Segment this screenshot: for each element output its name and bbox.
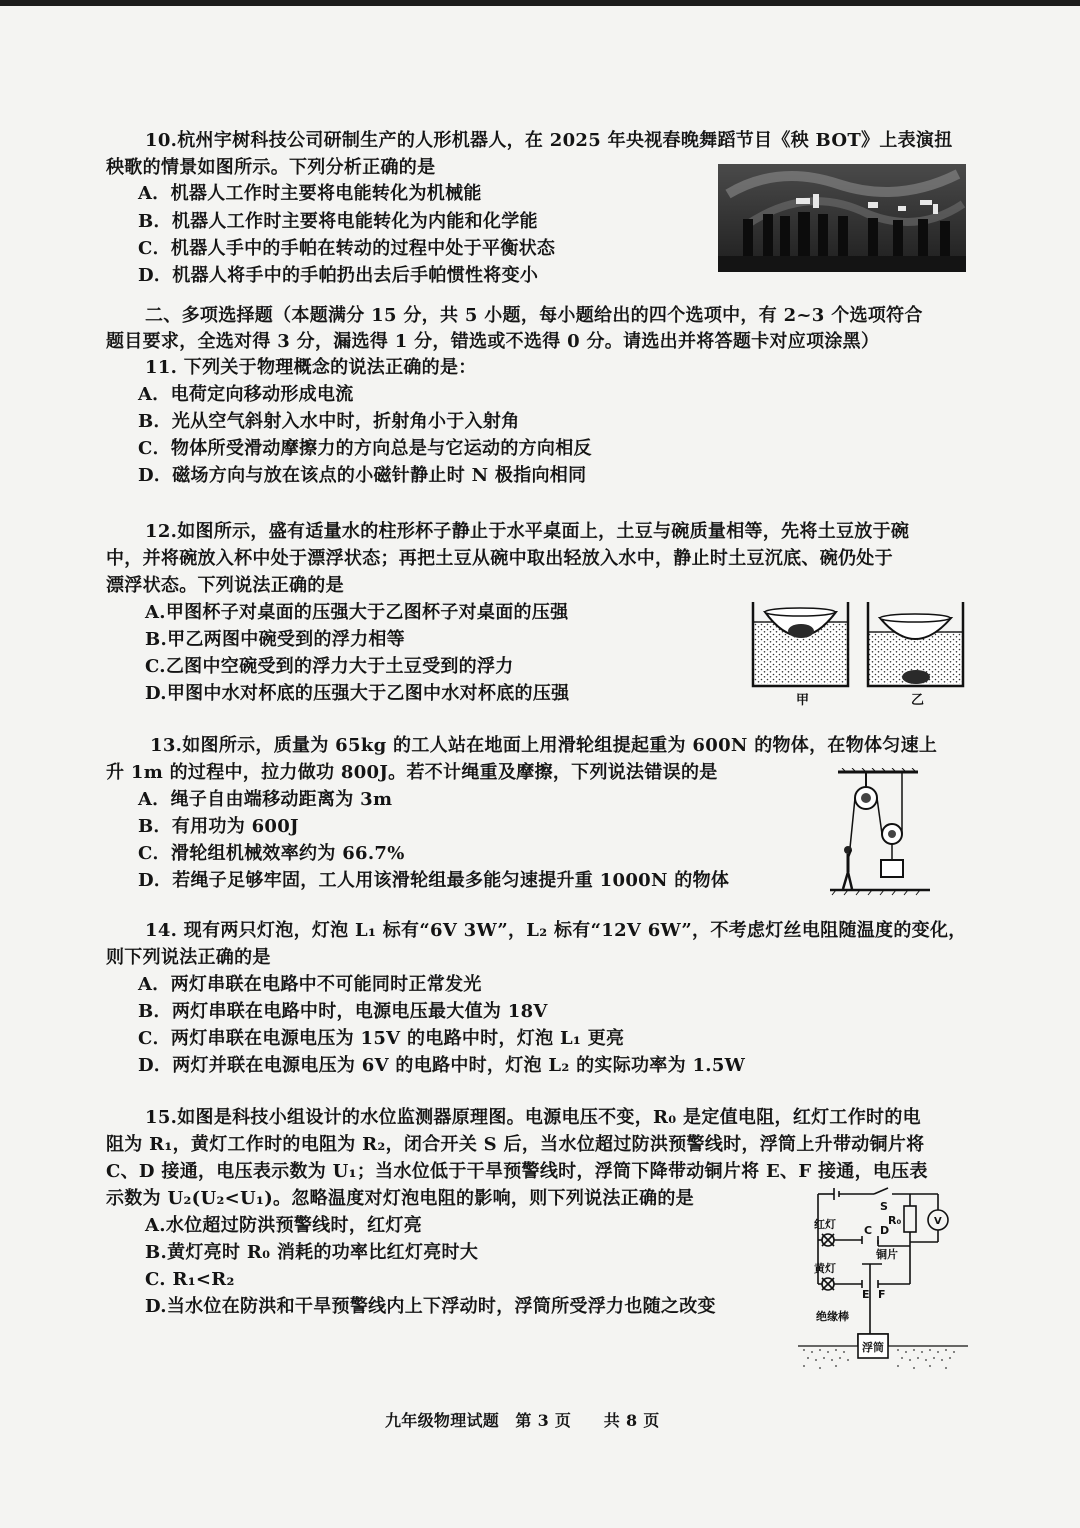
label-float: 浮筒 xyxy=(862,1341,884,1354)
q13-option-c: C．滑轮组机械效率约为 66.7% xyxy=(138,843,405,864)
label-yellow-lamp: 黄灯 xyxy=(814,1262,836,1275)
q10-stem-line2: 秧歌的情景如图所示。下列分析正确的是 xyxy=(106,157,436,178)
q10-option-b: B．机器人工作时主要将电能转化为内能和化学能 xyxy=(138,211,538,232)
q11-stem: 11. 下列关于物理概念的说法正确的是： xyxy=(145,357,477,378)
q14-stem-line1: 14. 现有两只灯泡，灯泡 L₁ 标有“6V 3W”，L₂ 标有“12V 6W”，不考虑灯丝电阻随温度的变化， xyxy=(145,920,967,941)
q15-stem-line2: 阻为 R₁，黄灯工作时的电阻为 R₂，闭合开关 S 后，当水位超过防洪预警线时，浮筒上升带动铜片将 xyxy=(106,1134,925,1155)
label-copper: 铜片 xyxy=(876,1248,898,1261)
cup-jia xyxy=(753,602,848,686)
label-red-lamp: 红灯 xyxy=(814,1218,836,1231)
q10-option-c: C．机器人手中的手帕在转动的过程中处于平衡状态 xyxy=(138,238,556,259)
q14-stem-line2: 则下列说法正确的是 xyxy=(106,947,271,968)
pulley-diagram xyxy=(826,768,936,896)
label-f: F xyxy=(878,1288,886,1301)
q14-option-c: C．两灯串联在电源电压为 15V 的电路中时，灯泡 L₁ 更亮 xyxy=(138,1028,625,1049)
q15-option-a: A.水位超过防洪预警线时，红灯亮 xyxy=(145,1215,423,1236)
q11-option-b: B．光从空气斜射入水中时，折射角小于入射角 xyxy=(138,411,520,432)
q10-option-d: D．机器人将手中的手帕扔出去后手帕惯性将变小 xyxy=(138,265,539,286)
q15-stem-line1: 15.如图是科技小组设计的水位监测器原理图。电源电压不变，R₀ 是定值电阻，红灯工作时的电 xyxy=(145,1107,921,1128)
q12-stem-line3: 漂浮状态。下列说法正确的是 xyxy=(106,575,344,596)
q15-option-b: B.黄灯亮时 R₀ 消耗的功率比红灯亮时大 xyxy=(145,1242,479,1263)
label-s: S xyxy=(880,1200,888,1213)
q15-stem-line3: C、D 接通，电压表示数为 U₁；当水位低于干旱预警线时，浮筒下降带动铜片将 E、F 接通，电压表 xyxy=(106,1161,928,1182)
q15-option-c: C. R₁<R₂ xyxy=(145,1269,235,1290)
q13-stem-line1: 13.如图所示，质量为 65kg 的工人站在地面上用滑轮组提起重为 600N 的物体，在物体匀速上 xyxy=(150,735,938,756)
water-level-circuit-diagram xyxy=(798,1186,968,1376)
label-yi: 乙 xyxy=(911,693,925,708)
label-r0: R₀ xyxy=(888,1214,902,1227)
q10-stem-line1: 10.杭州宇树科技公司研制生产的人形机器人，在 2025 年央视春晚舞蹈节目《秧 BOT》上表演扭 xyxy=(145,130,953,151)
section2-heading-line1: 二、多项选择题（本题满分 15 分，共 5 小题，每小题给出的四个选项中，有 2~3 个选项符合 xyxy=(145,305,923,326)
q15-option-d: D.当水位在防洪和干旱预警线内上下浮动时，浮筒所受浮力也随之改变 xyxy=(145,1296,716,1317)
q13-option-a: A．绳子自由端移动距离为 3m xyxy=(138,789,393,810)
label-c: C xyxy=(864,1224,873,1237)
label-insulator: 绝缘棒 xyxy=(816,1310,849,1323)
label-v: V xyxy=(934,1216,942,1227)
q13-stem-line2: 升 1m 的过程中，拉力做功 800J。若不计绳重及摩擦，下列说法错误的是 xyxy=(106,762,718,783)
q14-option-a: A．两灯串联在电路中不可能同时正常发光 xyxy=(138,974,482,995)
q11-option-c: C．物体所受滑动摩擦力的方向总是与它运动的方向相反 xyxy=(138,438,592,459)
q12-option-b: B.甲乙两图中碗受到的浮力相等 xyxy=(145,629,405,650)
q15-stem-line4: 示数为 U₂(U₂<U₁)。忽略温度对灯泡电阻的影响，则下列说法正确的是 xyxy=(106,1188,694,1209)
page-footer: 九年级物理试题 第 3 页 共 8 页 xyxy=(385,1411,660,1430)
q12-option-a: A.甲图杯子对桌面的压强大于乙图杯子对桌面的压强 xyxy=(145,602,569,623)
cup-yi xyxy=(868,602,963,686)
top-border xyxy=(0,0,1080,6)
q14-option-d: D．两灯并联在电源电压为 6V 的电路中时，灯泡 L₂ 的实际功率为 1.5W xyxy=(138,1055,746,1076)
cups-diagram xyxy=(748,598,970,710)
q12-stem-line1: 12.如图所示，盛有适量水的柱形杯子静止于水平桌面上，土豆与碗质量相等，先将土豆放于碗 xyxy=(145,521,910,542)
label-d: D xyxy=(880,1224,890,1237)
label-jia: 甲 xyxy=(796,693,810,708)
q14-option-b: B．两灯串联在电路中时，电源电压最大值为 18V xyxy=(138,1001,548,1022)
q12-stem-line2: 中，并将碗放入杯中处于漂浮状态；再把土豆从碗中取出轻放入水中，静止时土豆沉底、碗仍处于 xyxy=(106,548,893,569)
q13-option-b: B．有用功为 600J xyxy=(138,816,299,837)
label-e: E xyxy=(862,1288,870,1301)
q13-option-d: D．若绳子足够牢固，工人用该滑轮组最多能匀速提升重 1000N 的物体 xyxy=(138,870,730,891)
q12-option-d: D.甲图中水对杯底的压强大于乙图中水对杯底的压强 xyxy=(145,683,570,704)
q12-option-c: C.乙图中空碗受到的浮力大于土豆受到的浮力 xyxy=(145,656,514,677)
section2-heading-line2: 题目要求，全选对得 3 分，漏选得 1 分，错选或不选得 0 分。请选出并将答题卡对应项涂黑） xyxy=(106,331,880,352)
q11-option-d: D．磁场方向与放在该点的小磁针静止时 N 极指向相同 xyxy=(138,465,587,486)
robot-dance-photo xyxy=(718,164,966,272)
q11-option-a: A．电荷定向移动形成电流 xyxy=(138,384,354,405)
q10-option-a: A．机器人工作时主要将电能转化为机械能 xyxy=(138,183,482,204)
